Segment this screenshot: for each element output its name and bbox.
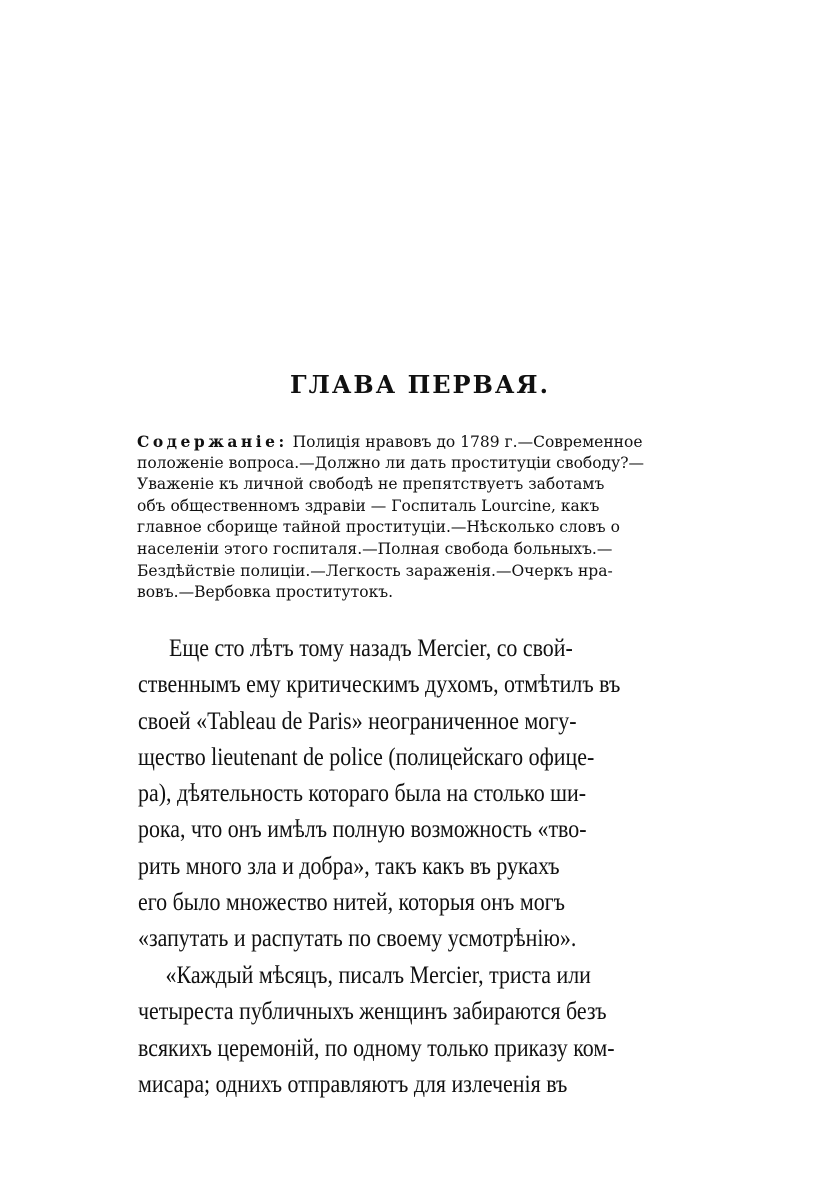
text-line: «Каждый мѣсяцъ, писалъ Mercier, триста или <box>165 960 591 989</box>
chapter-summary <box>137 431 741 604</box>
summary-line <box>137 431 741 453</box>
text-line: рить много зла и добра», такъ какъ въ рукахъ <box>138 850 560 880</box>
summary-line: населеніи этого госпиталя.—Полная свобода больныхъ.— <box>137 539 613 558</box>
text-line: всякихъ церемоній, по одному только приказу ком- <box>138 1032 615 1062</box>
text-line: мисара; однихъ отправляютъ для излеченія въ <box>138 1068 568 1098</box>
text-line: ра), дѣятельность котораго была на столько ши- <box>138 778 587 808</box>
summary-line: Бездѣйствіе полиціи.—Легкость зараженія.—Очеркъ нра- <box>137 561 613 580</box>
summary-line: положеніе вопроса.—Должно ли дать проституціи свободу?— <box>137 453 645 472</box>
text-line: рока, что онъ имѣлъ полную возможность «тво- <box>138 814 587 844</box>
text-line: своей «Tableau de Paris» неограниченное могу- <box>138 705 577 735</box>
paragraph-2 <box>138 957 657 1102</box>
text-line: «запутать и распутать по своему усмотрѣнію». <box>138 923 577 953</box>
text-line: четыреста публичныхъ женщинъ забираются безъ <box>138 996 607 1026</box>
summary-text: Полиція нравовъ до 1789 г.—Современное <box>287 433 643 451</box>
summary-line: вовъ.—Вербовка проститутокъ. <box>137 583 394 602</box>
chapter-title: ГЛАВА ПЕРВАЯ. <box>290 370 550 399</box>
summary-line: главное сборище тайной проституціи.—Нѣсколько словъ о <box>137 518 620 537</box>
text-line: щество lieutenant de police (полицейскаго офице- <box>138 741 595 771</box>
text-line: ственнымъ ему критическимъ духомъ, отмѣтилъ въ <box>138 669 621 699</box>
text-line: Еще сто лѣтъ тому назадъ Mercier, со свой- <box>168 633 573 662</box>
summary-label: Содержаніе: <box>137 432 288 451</box>
text-line: его было множество нитей, которыя онъ могъ <box>138 887 566 917</box>
paragraph-1 <box>138 630 657 957</box>
summary-line: объ общественномъ здравіи — Госпиталь Lourcine, какъ <box>137 496 600 515</box>
summary-line: Уваженіе къ личной свободѣ не препятствуетъ заботамъ <box>137 475 605 494</box>
